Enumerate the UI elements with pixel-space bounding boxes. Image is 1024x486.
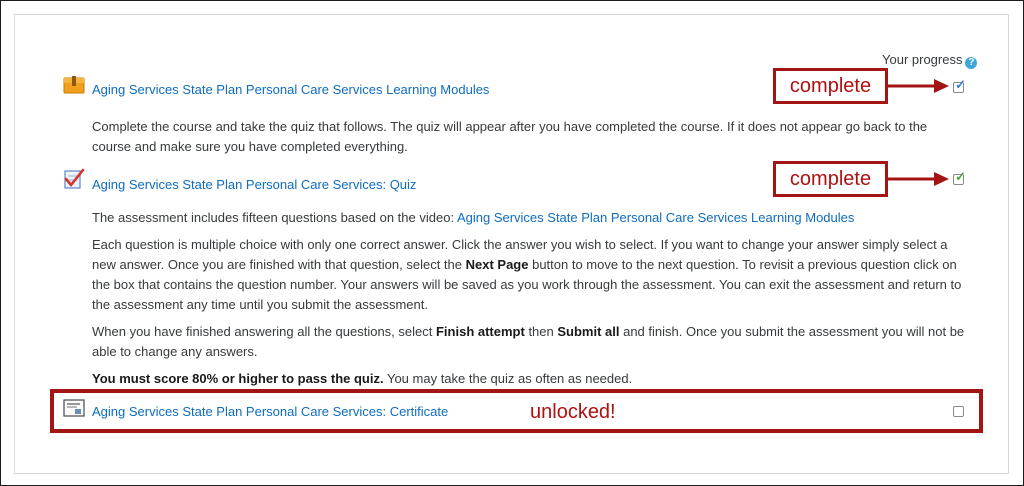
quiz-intro-link[interactable]: Aging Services State Plan Personal Care Services Learning Modules (456, 210, 855, 225)
check-icon: ✓ (955, 169, 966, 184)
annotation-complete-2: complete (773, 161, 888, 197)
quiz-icon (63, 168, 85, 190)
annotation-unlocked: unlocked! (530, 401, 616, 423)
progress-header (882, 51, 977, 69)
activity-link-modules[interactable]: Aging Services State Plan Personal Care Services Learning Modules (92, 82, 490, 97)
activity-link-certificate[interactable]: Aging Services State Plan Personal Care Services: Certificate (92, 404, 449, 419)
completion-checkbox-modules[interactable] (953, 77, 966, 93)
quiz-pass-requirement: You must score 80% or higher to pass the quiz. You may take the quiz as often as needed. (92, 371, 633, 386)
help-icon[interactable]: ? (965, 57, 977, 69)
certificate-highlight-box (50, 389, 983, 433)
annotation-complete-1: complete (773, 68, 888, 104)
activity-link-quiz[interactable]: Aging Services State Plan Personal Care Services: Quiz (92, 177, 417, 192)
arrow-icon (888, 170, 950, 188)
modules-description-text: Complete the course and take the quiz that follows. The quiz will appear after you have completed the course. If it does not appear go back to the course and make sure you have completed everything. (92, 119, 928, 154)
modules-description (92, 117, 962, 157)
quiz-instructions: Each question is multiple choice with only one correct answer. Click the answer you wish to select. If you want to change your answer simply select a new answer. Once you are finished with that question, select the Next Page button to move to the next question. To revisit a previous question click on the box that contains the question number. Your answers will be saved as you work through the assessment. You can exit the assessment and return to the assessment any time until you submit the assessment. (92, 237, 962, 312)
arrow-icon (888, 77, 950, 95)
quiz-submit-instructions: When you have finished answering all the questions, select Finish attempt then Submit all and finish. Once you submit the assessment you will not be able to change any answers. (92, 324, 965, 359)
quiz-intro: The assessment includes fifteen questions based on the video: Aging Services State Plan Personal Care Services Learning Modules (92, 210, 855, 225)
quiz-description (92, 208, 970, 389)
check-icon: ✓ (955, 77, 966, 92)
progress-label: Your progress (882, 52, 963, 67)
package-icon (63, 75, 85, 95)
completion-checkbox-quiz[interactable] (953, 169, 966, 185)
